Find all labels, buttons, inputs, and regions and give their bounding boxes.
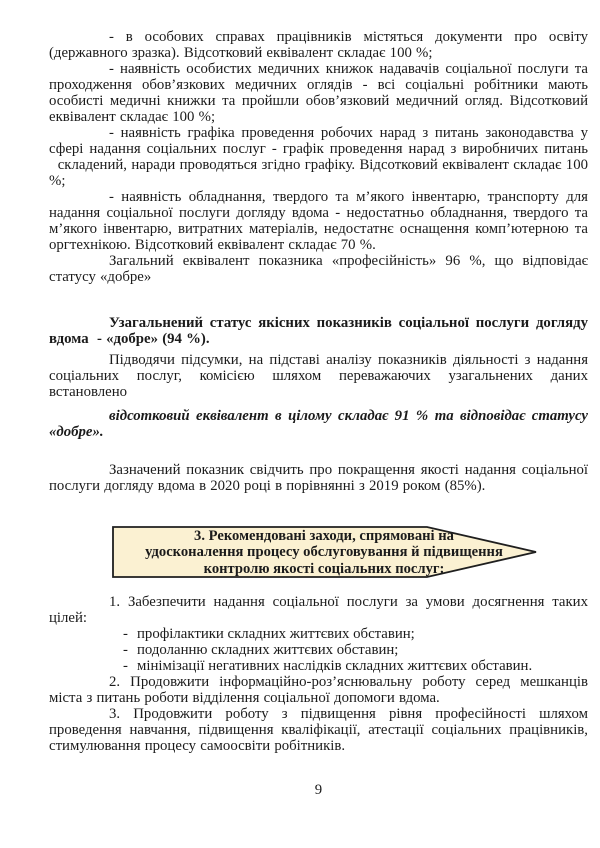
paragraph-recommendation-2: 2. Продовжити інформаційно-роз’яснювальну роботу серед мешканців міста з питань роботи відділення соціальної допомоги вдома. <box>49 674 588 706</box>
goal-text-minimization: мінімізації негативних наслідків складних життєвих обставин. <box>137 658 533 674</box>
list-item <box>49 626 588 642</box>
paragraph-summary-status: Узагальнений статус якісних показників соціальної послуги догляду вдома - «добре» (94 %). <box>49 315 588 347</box>
paragraph-work-meetings: - наявність графіка проведення робочих нарад з питань законодавства у сфері надання соціальних послуг - графік проведення нарад з виробничих питань складений, наради проводяться згідно графіку. Відсотковий еквівалент складає 100 %; <box>49 125 588 189</box>
paragraph-conclusion-intro: Підводячи підсумки, на підставі аналізу показників діяльності з надання соціальних послуг, комісією шляхом переважаючих узагальнених даних встановлено <box>49 352 588 400</box>
goal-text-prevention: профілактики складних життєвих обставин; <box>137 626 415 642</box>
paragraph-medical-books: - наявність особистих медичних книжок надавачів соціальної послуги та проходження обов’язкових медичних оглядів - всі соціальні робітники мають особисті медичні книжки та пройшли обов’язковий медичний огляд. Відсотковий еквівалент складає 100 %; <box>49 61 588 125</box>
list-dash-marker: - <box>123 642 128 658</box>
paragraph-equipment: - наявність обладнання, твердого та м’якого інвентарю, транспорту для надання соціальної послуги догляду вдома - недостатньо обладнання, твердого та м’якого інвентарю, витратних матеріалів, недостатнє оснащення комп’ютерною та оргтехнікою. Відсотковий еквівалент складає 70 %. <box>49 189 588 253</box>
recommendations-banner-title <box>130 528 518 577</box>
paragraph-improvement: Зазначений показник свідчить про покращення якості надання соціальної послуги догляду вдома в 2020 році в порівнянні з 2019 роком (85%). <box>49 462 588 494</box>
goal-text-overcoming: подоланню складних життєвих обставин; <box>137 642 399 658</box>
list-item <box>49 642 588 658</box>
banner-title-line-2: удосконалення процесу обслуговування й підвищення <box>145 544 503 561</box>
banner-title-line-3: контролю якості соціальних послуг: <box>203 560 445 577</box>
document-body <box>49 0 588 798</box>
paragraph-overall-percent: відсотковий еквівалент в цілому складає 91 % та відповідає статусу «добре». <box>49 408 588 440</box>
page-number: 9 <box>314 782 323 798</box>
banner-title-line-1: 3. Рекомендовані заходи, спрямовані на <box>194 528 454 544</box>
goals-list <box>49 626 588 674</box>
list-item <box>49 658 588 674</box>
list-dash-marker: - <box>123 626 128 642</box>
list-dash-marker: - <box>123 658 128 674</box>
paragraph-education-records: - в особових справах працівників містяться документи про освіту (державного зразка). Відсотковий еквівалент складає 100 %; <box>49 29 588 61</box>
paragraph-recommendation-1: 1. Забезпечити надання соціальної послуги за умови досягнення таких цілей: <box>49 594 588 626</box>
recommendations-banner <box>112 526 538 578</box>
paragraph-recommendation-3: 3. Продовжити роботу з підвищення рівня професійності шляхом проведення навчання, підвищення кваліфікації, атестації соціальних працівників, стимулювання процесу самоосвіти робітників. <box>49 706 588 754</box>
paragraph-professional-total: Загальний еквівалент показника «професійність» 96 %, що відповідає статусу «добре» <box>49 253 588 285</box>
